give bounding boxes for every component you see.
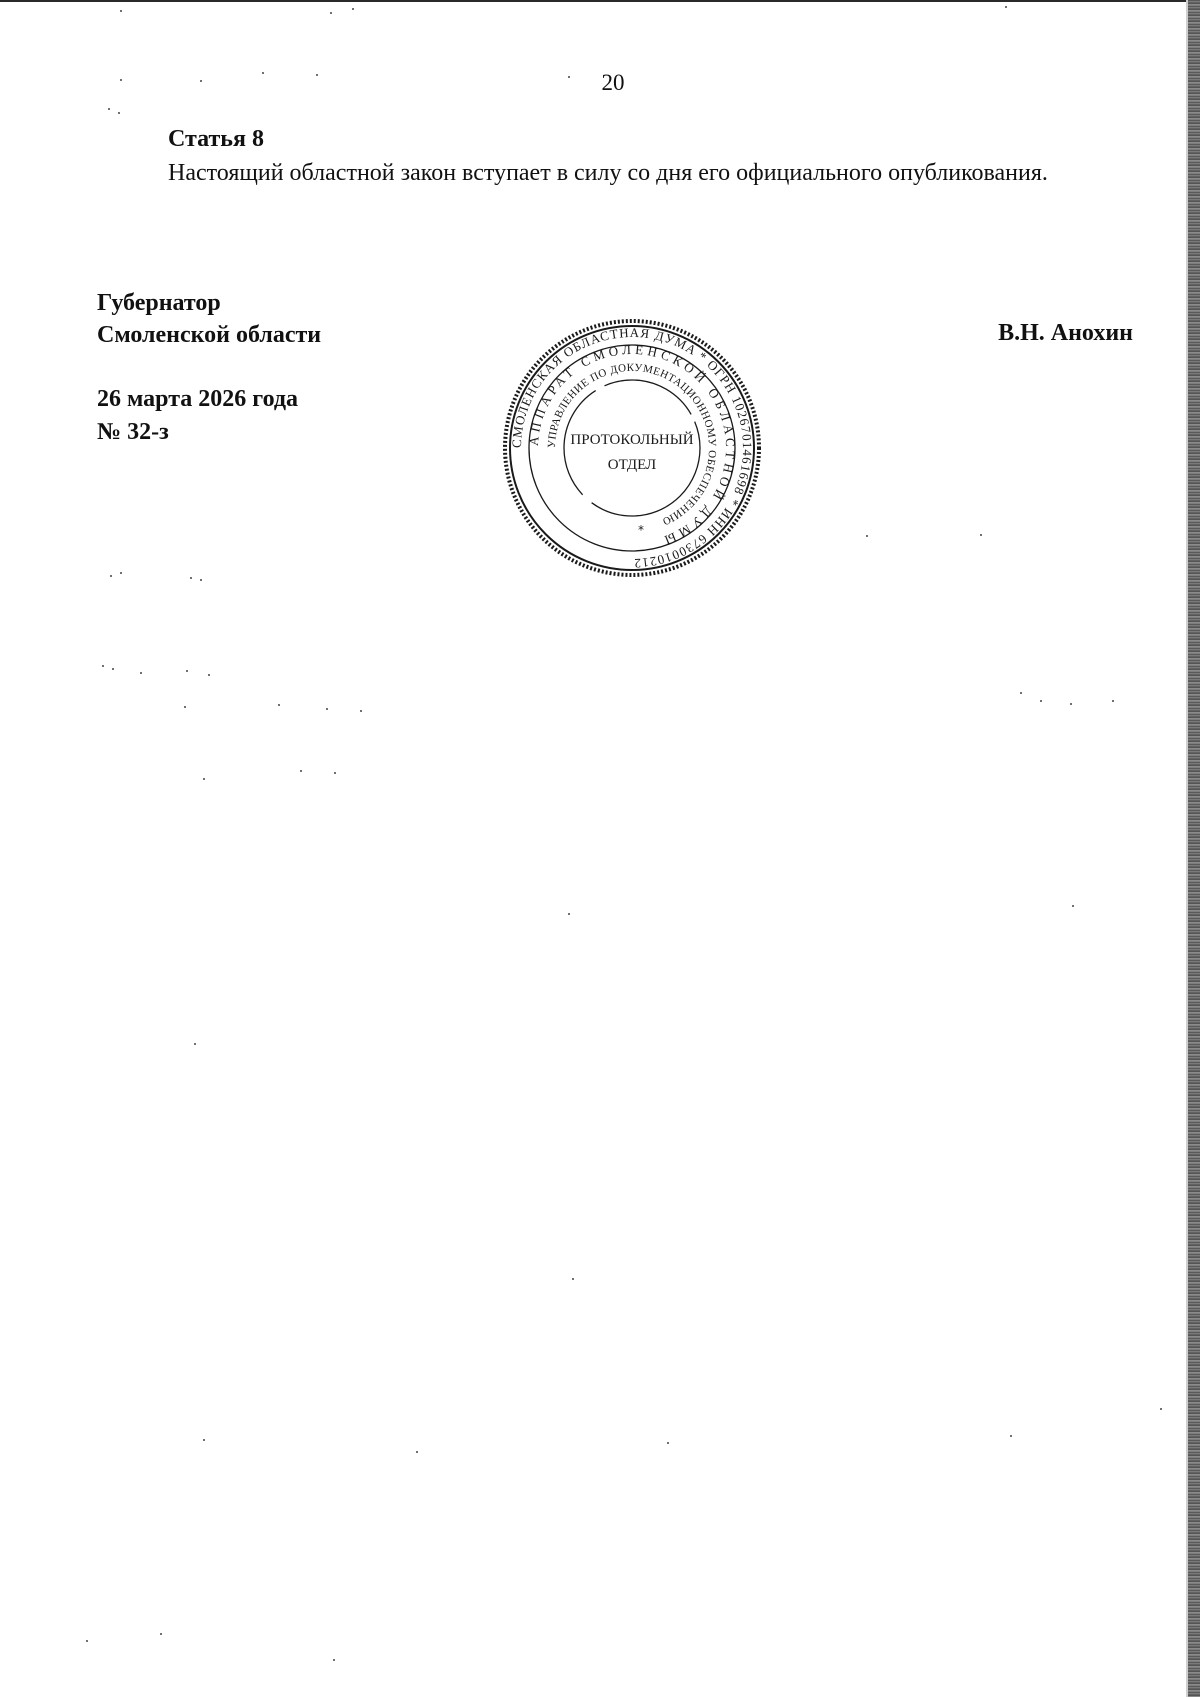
stamp-inner-text: УПРАВЛЕНИЕ ПО ДОКУМЕНТАЦИОННОМУ ОБЕСПЕЧЕНИЮ	[545, 361, 719, 528]
official-stamp	[500, 316, 764, 580]
scan-top-edge	[0, 0, 1200, 2]
signatory-title-line1: Губернатор	[97, 290, 221, 316]
stamp-center-line1: ПРОТОКОЛЬНЫЙ	[570, 432, 694, 448]
stamp-ring-text: АППАРАТ СМОЛЕНСКОЙ ОБЛАСТНОЙ ДУМЫ	[525, 341, 739, 550]
stamp-star-icon: *	[638, 523, 644, 537]
article-title: Статья 8	[168, 126, 264, 152]
signatory-title-line2: Смоленской области	[97, 322, 322, 348]
stamp-rings	[505, 321, 759, 575]
law-number: № 32-з	[97, 419, 169, 445]
scan-right-edge	[1188, 0, 1200, 1697]
article-text: Настоящий областной закон вступает в силу со дня его официального опубликования.	[168, 160, 1048, 186]
stamp-outer-text: СМОЛЕНСКАЯ ОБЛАСТНАЯ ДУМА * ОГРН 1026701461698 * ИНН 6730010212	[508, 324, 756, 572]
law-date: 26 марта 2026 года	[97, 386, 299, 412]
page-number: 20	[601, 70, 625, 95]
signatory-name: В.Н. Анохин	[998, 320, 1133, 346]
stamp-center-line2: ОТДЕЛ	[607, 457, 657, 473]
